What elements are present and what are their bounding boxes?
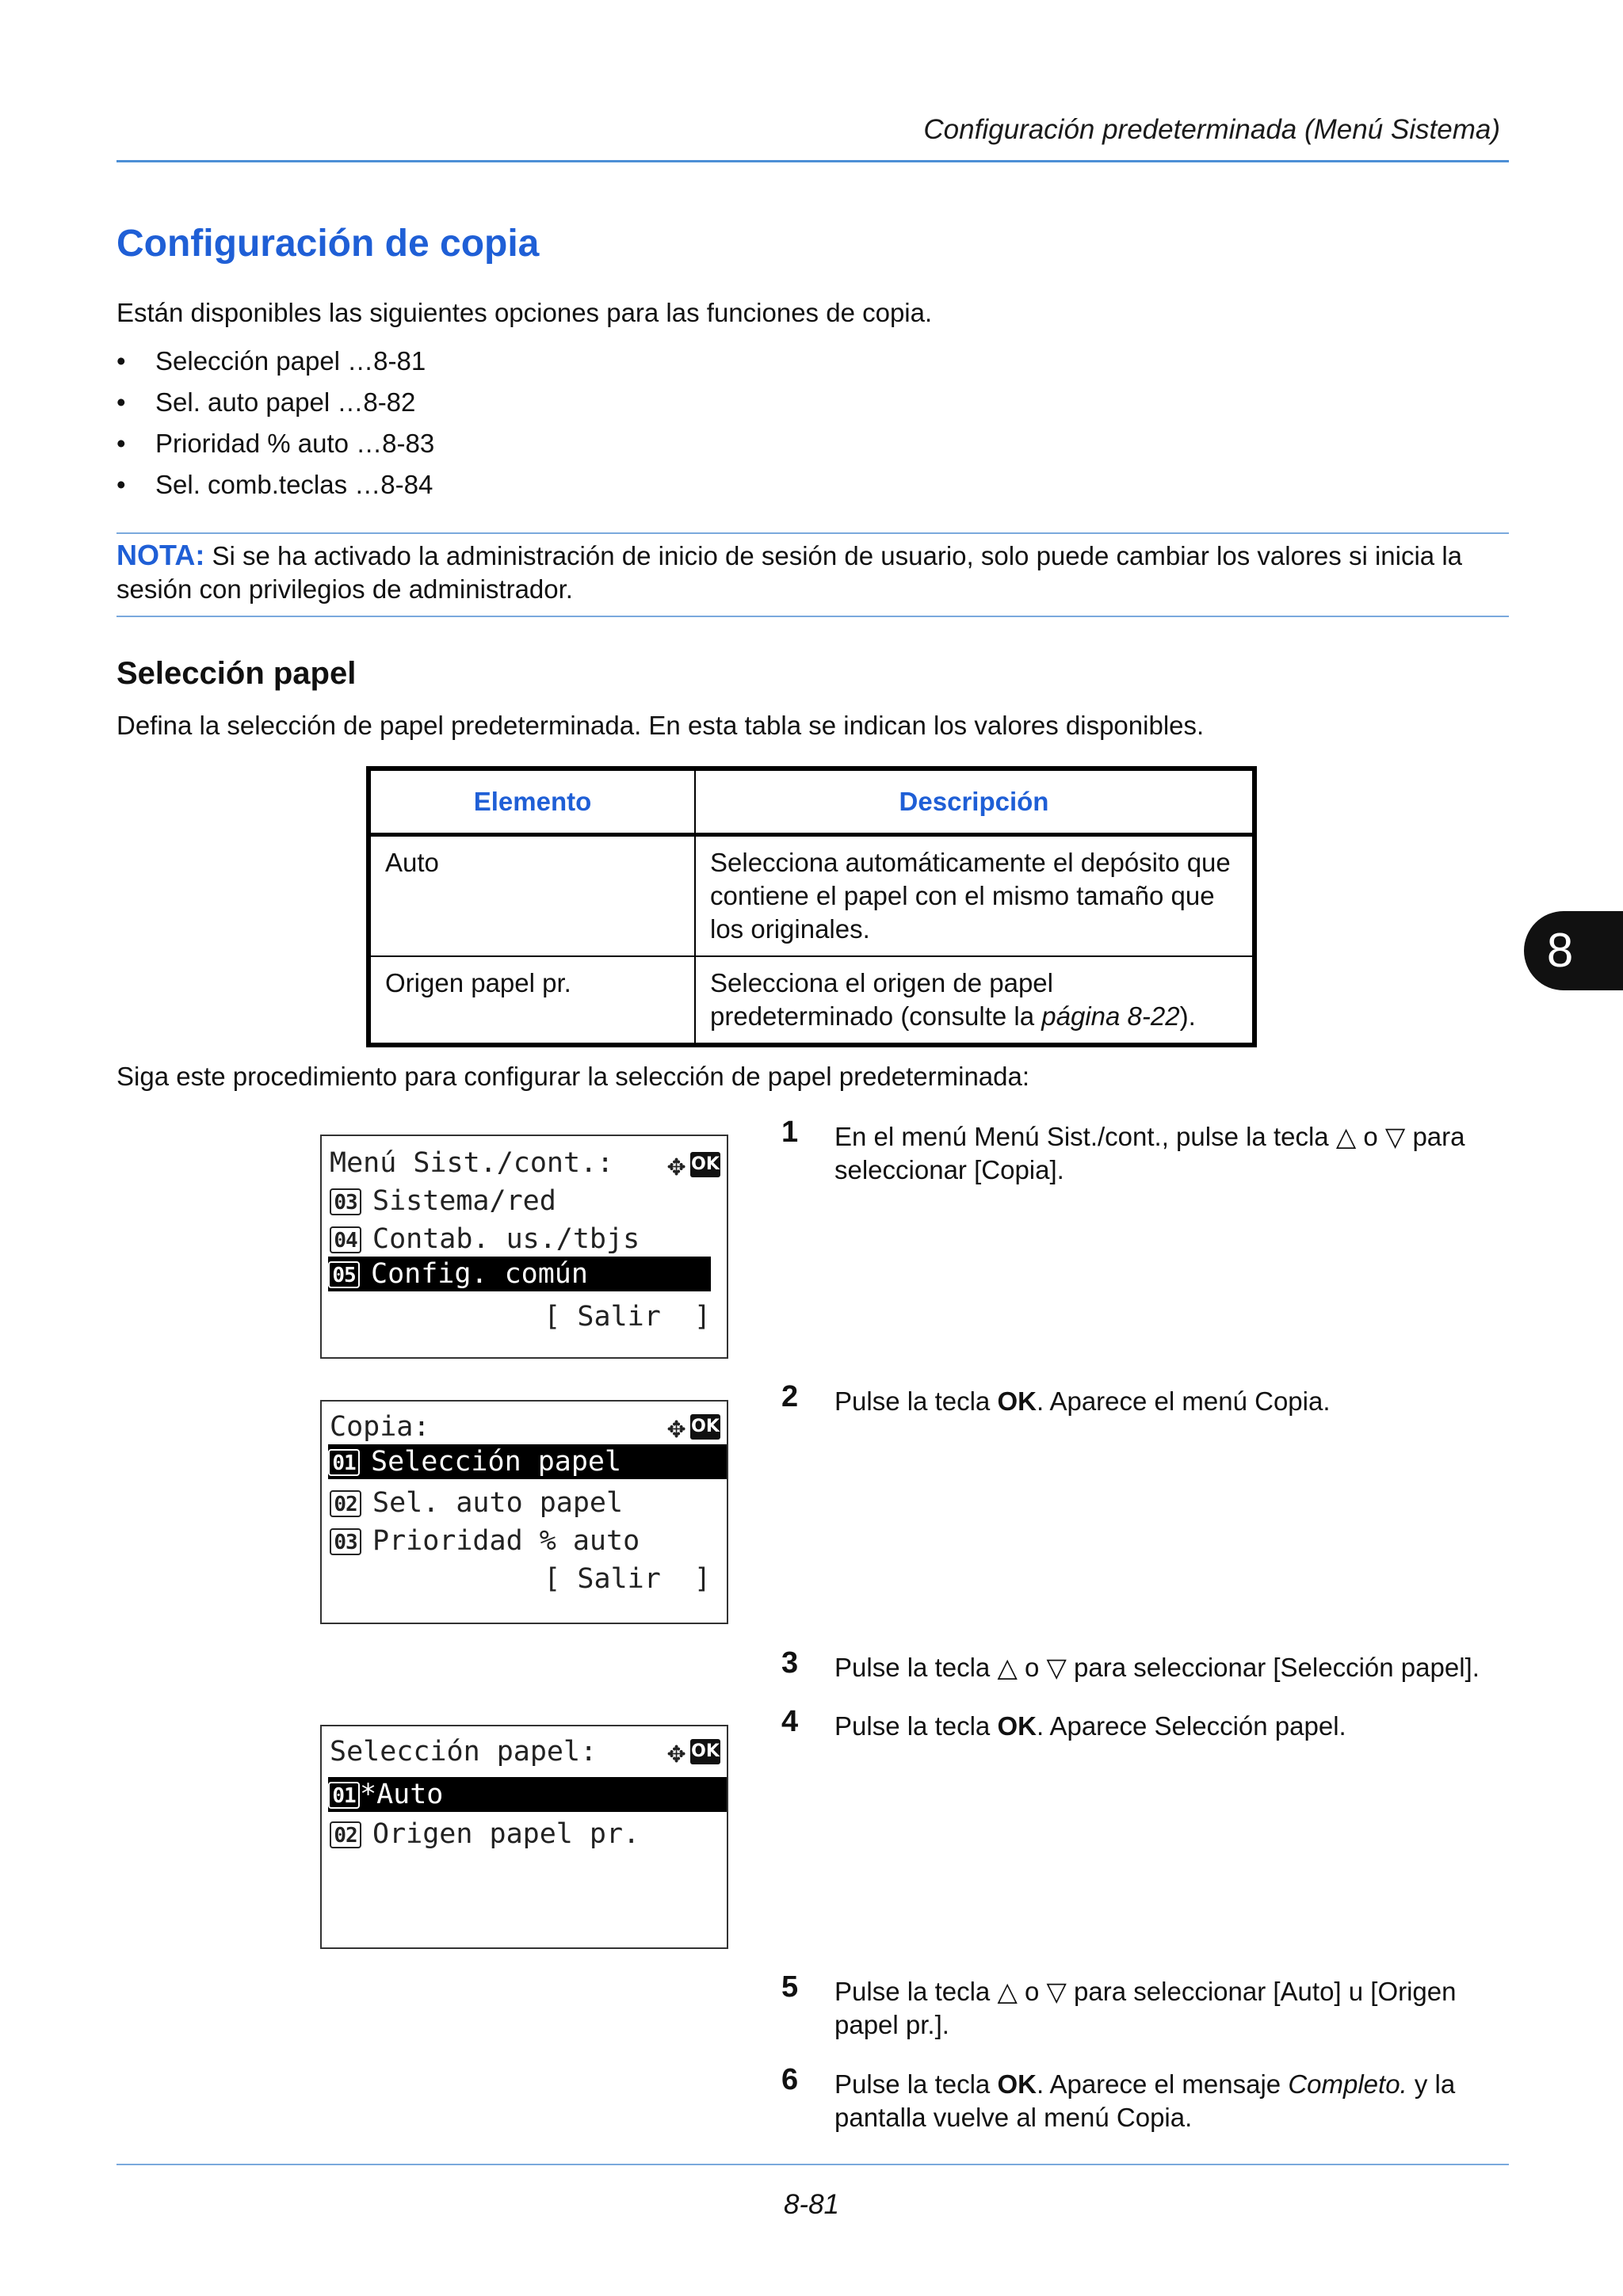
lcd-screen-copia bbox=[320, 1400, 728, 1624]
subsection-intro: Defina la selección de papel predeterminada. En esta tabla se indican los valores disponibles. bbox=[116, 711, 1205, 740]
step-number: 4 bbox=[781, 1705, 799, 1738]
step-number: 6 bbox=[781, 2063, 799, 2096]
note-top-rule bbox=[116, 532, 1509, 534]
lcd-screen-menu-sistema bbox=[320, 1135, 728, 1359]
table-cell-description: Selecciona el origen de papel predeterminado (consulte la página 8-22). bbox=[695, 956, 1254, 1045]
table-cell-description: Selecciona automáticamente el depósito que contiene el papel con el mismo tamaño que los originales. bbox=[695, 835, 1254, 957]
up-down-arrows-icon: ✥ bbox=[667, 1734, 685, 1769]
lcd-nav bbox=[667, 1149, 720, 1180]
lcd-menu-item: 04 Contab. us./tbjs bbox=[330, 1222, 727, 1257]
lcd-menu-item-selected: 01 Selección papel bbox=[328, 1444, 727, 1479]
ok-key-icon: OK bbox=[690, 1739, 720, 1764]
lcd-title: Menú Sist./cont.: bbox=[330, 1147, 614, 1179]
running-header: Configuración predeterminada (Menú Sistema) bbox=[923, 114, 1500, 145]
up-down-arrows-icon: ✥ bbox=[667, 1409, 685, 1444]
lcd-screen-seleccion-papel bbox=[320, 1725, 728, 1949]
table-row bbox=[369, 956, 1254, 1045]
step-number: 1 bbox=[781, 1116, 799, 1149]
table-cell-item: Auto bbox=[369, 835, 695, 957]
page-reference: página 8-22 bbox=[1041, 1001, 1180, 1031]
note-label: NOTA: bbox=[116, 539, 205, 571]
lcd-softkey-exit: [ Salir ] bbox=[544, 1301, 711, 1333]
header-rule bbox=[116, 160, 1509, 162]
column-header: Elemento bbox=[369, 769, 695, 835]
lcd-menu-item-selected: 05 Config. común bbox=[328, 1257, 711, 1291]
step-text: Pulse la tecla OK. Aparece el mensaje Completo. y la pantalla vuelve al menú Copia. bbox=[834, 2069, 1456, 2132]
lcd-menu-item: 03 Sistema/red bbox=[330, 1184, 727, 1219]
step-text: Pulse la tecla OK. Aparece el menú Copia. bbox=[834, 1386, 1331, 1416]
note-box bbox=[116, 539, 1509, 606]
column-header: Descripción bbox=[695, 769, 1254, 835]
step-number: 5 bbox=[781, 1970, 799, 2004]
step-number: 3 bbox=[781, 1646, 799, 1680]
page-title: Configuración de copia bbox=[116, 223, 540, 265]
lcd-title: Selección papel: bbox=[330, 1736, 598, 1768]
lcd-menu-item-selected: 01 *Auto bbox=[328, 1777, 727, 1812]
procedure-intro: Siga este procedimiento para configurar la selección de papel predeterminada: bbox=[116, 1062, 1030, 1091]
table-row bbox=[369, 835, 1254, 957]
lcd-menu-item: 03 Prioridad % auto bbox=[330, 1524, 727, 1558]
chapter-tab: 8 bbox=[1524, 911, 1623, 990]
step-text: Pulse la tecla △ o ▽ para seleccionar [Auto] u [Origen papel pr.]. bbox=[834, 1977, 1457, 2039]
options-table bbox=[366, 766, 1257, 1047]
section-intro: Están disponibles las siguientes opciones para las funciones de copia. bbox=[116, 298, 933, 327]
page-number: 8-81 bbox=[783, 2189, 840, 2220]
lcd-menu-item: 02 Origen papel pr. bbox=[330, 1817, 727, 1852]
footer-rule bbox=[116, 2164, 1509, 2165]
lcd-nav bbox=[667, 1411, 720, 1443]
ok-key-icon: OK bbox=[690, 1414, 720, 1440]
subsection-title: Selección papel bbox=[116, 656, 357, 691]
table-cell-item: Origen papel pr. bbox=[369, 956, 695, 1045]
lcd-softkey-exit: [ Salir ] bbox=[544, 1563, 711, 1595]
table-header-row bbox=[369, 769, 1254, 835]
step-text: En el menú Menú Sist./cont., pulse la tecla △ o ▽ para seleccionar [Copia]. bbox=[834, 1122, 1465, 1184]
up-down-arrows-icon: ✥ bbox=[667, 1147, 685, 1182]
lcd-title: Copia: bbox=[330, 1411, 430, 1443]
step-text: Pulse la tecla OK. Aparece Selección papel. bbox=[834, 1711, 1346, 1741]
lcd-menu-item: 02 Sel. auto papel bbox=[330, 1486, 727, 1520]
note-text: Si se ha activado la administración de inicio de sesión de usuario, solo puede cambiar los valores si inicia la sesión con privilegios de administrador. bbox=[116, 541, 1463, 604]
note-bottom-rule bbox=[116, 616, 1509, 617]
ok-key-icon: OK bbox=[690, 1152, 720, 1177]
step-text: Pulse la tecla △ o ▽ para seleccionar [Selección papel]. bbox=[834, 1653, 1480, 1682]
lcd-nav bbox=[667, 1736, 720, 1768]
step-number: 2 bbox=[781, 1380, 799, 1413]
